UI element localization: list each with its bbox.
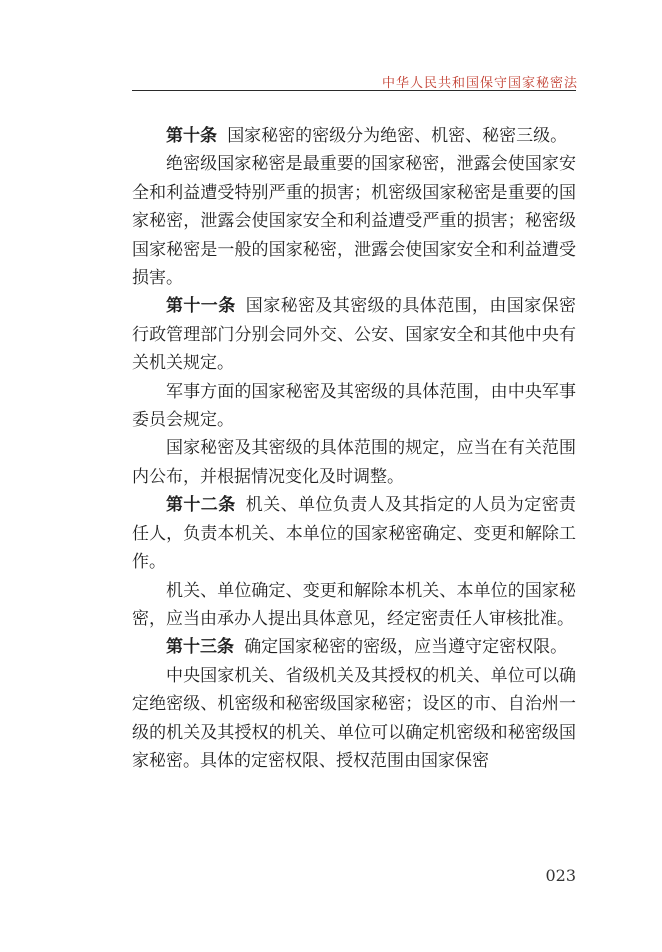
paragraph — [132, 378, 576, 435]
article-number: 第十一条 — [166, 296, 236, 317]
paragraph — [132, 150, 576, 292]
running-head-title: 中华人民共和国保守国家秘密法 — [381, 76, 578, 91]
paragraph-article-12 — [132, 491, 576, 576]
paragraph-text: 军事方面的国家秘密及其密级的具体范围，由中央军事委员会规定。 — [132, 381, 576, 431]
article-number: 第十三条 — [166, 637, 234, 658]
paragraph-text: 机关、单位负责人及其指定的人员为定密责任人，负责本机关、本单位的国家秘密确定、变更和解除工作。 — [132, 495, 577, 573]
paragraph-text: 国家秘密及其密级的具体范围，由国家保密行政管理部门分别会同外交、公安、国家安全和其他中央有关机关规定。 — [132, 296, 577, 374]
paragraph-text: 国家秘密及其密级的具体范围的规定，应当在有关范围内公布，并根据情况变化及时调整。 — [132, 438, 576, 487]
paragraph-text: 确定国家秘密的密级，应当遵守定密权限。 — [244, 637, 568, 658]
paragraph-article-13 — [132, 633, 576, 661]
body-text — [132, 122, 576, 775]
article-number: 第十条 — [166, 126, 217, 146]
page-number: 023 — [545, 866, 576, 885]
paragraph-text: 绝密级国家秘密是最重要的国家秘密，泄露会使国家安全和利益遭受特别严重的损害；机密级国家秘密是重要的国家秘密，泄露会使国家安全和利益遭受严重的损害；秘密级国家秘密是一般的国家秘密，泄露会使国家安全和利益遭受损害。 — [132, 154, 576, 289]
paragraph-text: 中央国家机关、省级机关及其授权的机关、单位可以确定绝密级、机密级和秘密级国家秘密；设区的市、自治州一级的机关及其授权的机关、单位可以确定机密级和秘密级国家秘密。具体的定密权限、授权范围由国家保密 — [132, 665, 576, 771]
paragraph-article-10 — [132, 122, 576, 150]
header-rule — [132, 90, 576, 91]
paragraph — [132, 434, 576, 491]
paragraph-article-11 — [132, 292, 576, 377]
paragraph-text: 国家秘密的密级分为绝密、机密、秘密三级。 — [227, 126, 568, 146]
paragraph — [132, 577, 576, 634]
paragraph — [132, 662, 576, 776]
article-number: 第十二条 — [166, 495, 236, 516]
paragraph-text: 机关、单位确定、变更和解除本机关、本单位的国家秘密，应当由承办人提出具体意见，经定密责任人审核批准。 — [132, 580, 576, 629]
